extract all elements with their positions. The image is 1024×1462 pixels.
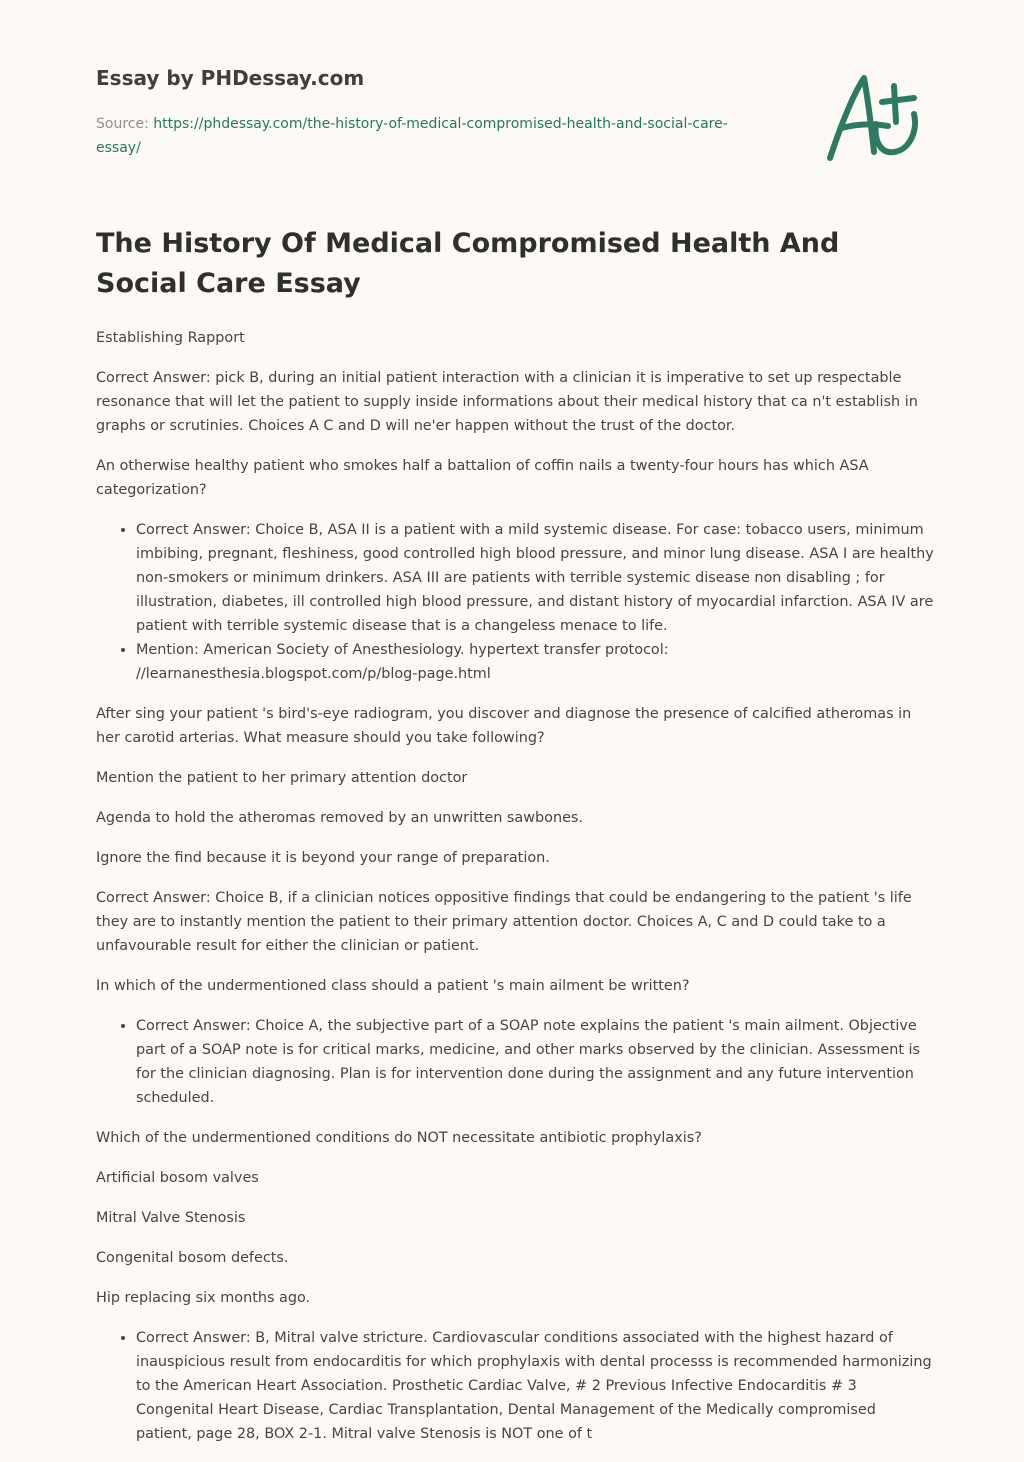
- list-item: • Mention: American Society of Anesthesiology. hypertext transfer protocol: //learnanesthesia.blogspot.com/p/blog-page.html: [136, 638, 934, 686]
- paragraph: Agenda to hold the atheromas removed by an unwritten sawbones.: [96, 810, 583, 826]
- list-item: • Correct Answer: Choice A, the subjective part of a SOAP note explains the patient 's main ailment. Objective part of a SOAP note is for critical marks, medicine, and other marks observed by the clinician. Assessment is for the clinician diagnosing. Plan is for intervention done during the assignment and any future intervention scheduled.: [136, 1014, 934, 1110]
- bullet-list: [96, 1326, 934, 1446]
- a-plus-logo-icon: [818, 66, 930, 168]
- paragraph: An otherwise healthy patient who smokes half a battalion of coffin nails a twenty-four hours has which ASA categorization?: [96, 458, 869, 498]
- article: [96, 224, 934, 1462]
- paragraph: Establishing Rapport: [96, 330, 245, 346]
- source-link[interactable]: https://phdessay.com/the-history-of-medical-compromised-health-and-social-care-essay/: [96, 116, 728, 156]
- paragraph: Artificial bosom valves: [96, 1170, 259, 1186]
- page-header: [96, 64, 756, 160]
- source-line: [96, 112, 756, 160]
- paragraph: In which of the undermentioned class should a patient 's main ailment be written?: [96, 978, 690, 994]
- paragraph: Correct Answer: Choice B, if a clinician notices oppositive findings that could be endangering to the patient 's life they are to instantly mention the patient to their primary attention doctor. Choices A, C and D could take to a unfavourable result for either the clinician or patient.: [96, 890, 912, 954]
- paragraph: Correct Answer: pick B, during an initial patient interaction with a clinician it is imperative to set up respectable resonance that will let the patient to supply inside informations about their medical history that ca n't establish in graphs or scrutinies. Choices A C and D will ne'er happen without the trust of the doctor.: [96, 370, 918, 434]
- list-item: • Correct Answer: Choice B, ASA II is a patient with a mild systemic disease. For case: tobacco users, minimum imbibing, pregnant, fleshiness, good controlled high blood pressure, and minor lung disease. ASA I are healthy non-smokers or minimum drinkers. ASA III are patients with terrible systemic disease non disabling ; for illustration, diabetes, ill controlled high blood pressure, and distant history of myocardial infarction. ASA IV are patient with terrible systemic disease that is a changeless menace to life.: [136, 518, 934, 638]
- article-title: The History Of Medical Compromised Health And Social Care Essay: [96, 228, 840, 299]
- site-brand: Essay by PHDessay.com: [96, 66, 365, 90]
- bullet-list: [96, 518, 934, 686]
- paragraph: Congenital bosom defects.: [96, 1250, 289, 1266]
- paragraph: Mitral Valve Stenosis: [96, 1210, 246, 1226]
- list-item: • Correct Answer: B, Mitral valve stricture. Cardiovascular conditions associated with the highest hazard of inauspicious result from endocarditis for which prophylaxis with dental processs is recommended harmonizing to the American Heart Association. Prosthetic Cardiac Valve, # 2 Previous Infective Endocarditis # 3 Congenital Heart Disease, Cardiac Transplantation, Dental Management of the Medically compromised patient, page 28, BOX 2-1. Mitral valve Stenosis is NOT one of t: [136, 1326, 934, 1446]
- paragraph: Hip replacing six months ago.: [96, 1290, 311, 1306]
- paragraph: Ignore the find because it is beyond your range of preparation.: [96, 850, 550, 866]
- paragraph: Which of the undermentioned conditions do NOT necessitate antibiotic prophylaxis?: [96, 1130, 702, 1146]
- paragraph: After sing your patient 's bird's-eye radiogram, you discover and diagnose the presence of calcified atheromas in her carotid arterias. What measure should you take following?: [96, 706, 912, 746]
- bullet-list: [96, 1014, 934, 1110]
- source-label: Source:: [96, 116, 154, 132]
- paragraph: Mention the patient to her primary attention doctor: [96, 770, 468, 786]
